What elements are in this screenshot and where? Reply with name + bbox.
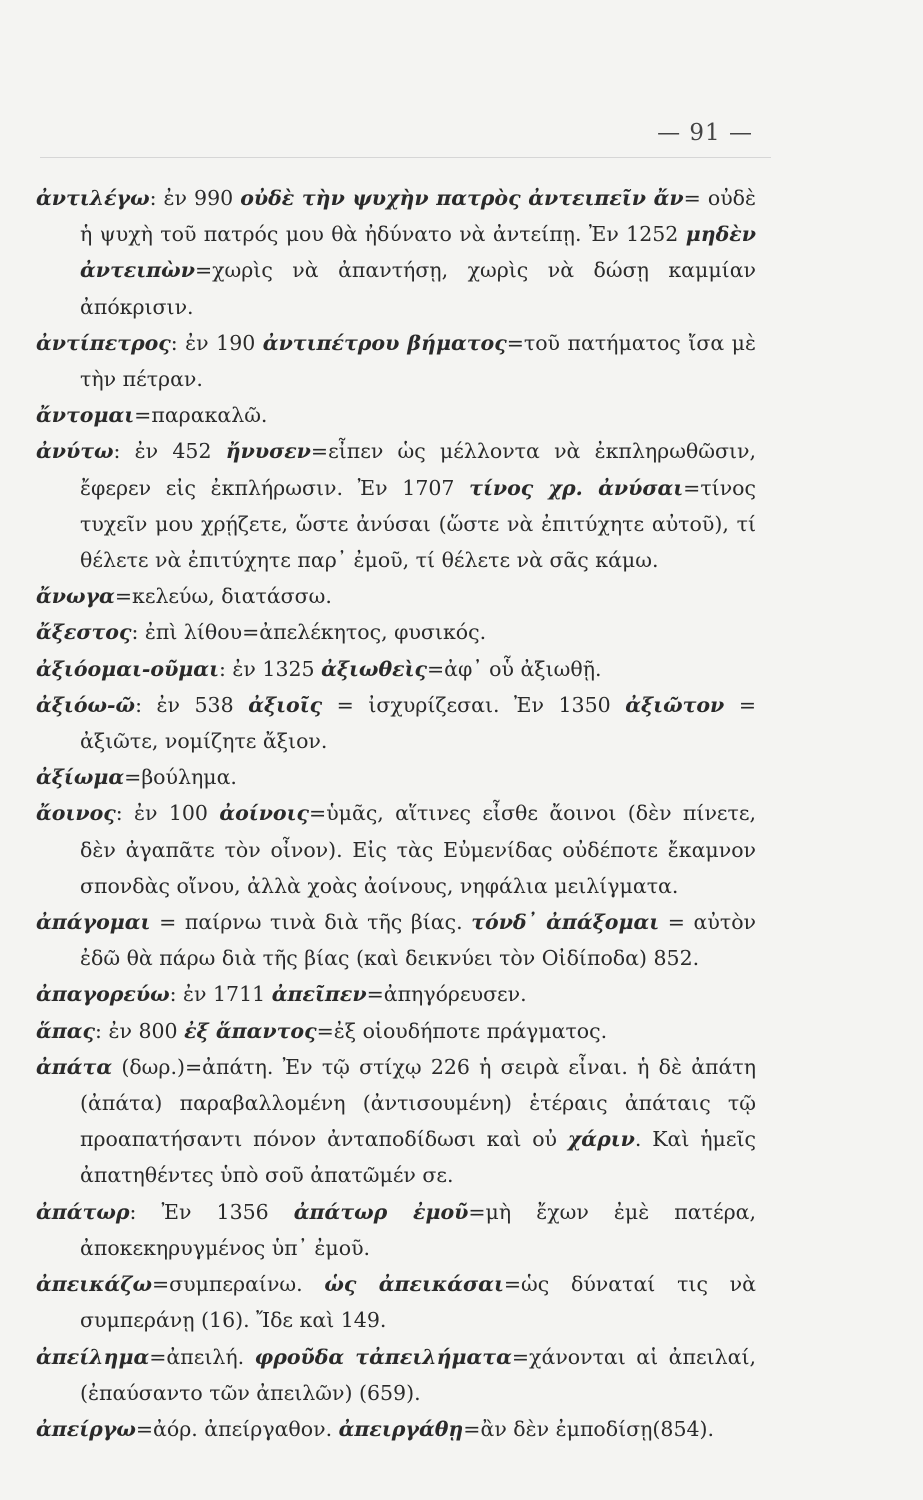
entry-text: =χάνονται αἱ ἀπειλαί, (ἐπαύσαντο τῶν ἀπειλῶν) (659). — [80, 1344, 756, 1405]
entry-text: = παίρνω τινὰ διὰ τῆς βίας. — [150, 910, 472, 935]
phrase: χάριν — [567, 1127, 635, 1152]
headword: ἀξιόομαι-οῦμαι — [36, 656, 219, 681]
entry-text: =ἀπειλή. — [149, 1344, 255, 1369]
headword: ἀπείλημα — [36, 1344, 150, 1369]
entry-text: : ἐν 990 — [149, 186, 241, 210]
headword: ἀπεικάζω — [36, 1272, 152, 1297]
headword: ἅπας — [36, 1018, 96, 1043]
entry-text: = ἀξιῶτε, νομίζητε ἄξιον. — [80, 692, 756, 754]
header-rule — [40, 157, 771, 158]
entry-anyto — [36, 433, 756, 578]
headword: ἄξεστος — [36, 620, 132, 645]
headword: ἄνωγα — [36, 584, 115, 609]
entry-text: : ἐν 1711 — [169, 982, 272, 1007]
headword: ἄντομαι — [36, 403, 135, 428]
entry-text: =ἐξ οἱουδήποτε πράγματος. — [316, 1018, 608, 1043]
entry-text: =τοῦ πατήματος ἴσα μὲ τὴν πέτραν. — [80, 330, 757, 392]
headword: ἀπαγορεύω — [36, 982, 170, 1007]
entry-text: : ἐν 190 — [170, 330, 263, 355]
entry-apator — [36, 1194, 756, 1266]
entry-axioomai — [36, 651, 756, 687]
phrase: τόνδ᾿ ἀπάξομαι — [471, 910, 660, 935]
entry-antilego — [36, 180, 756, 325]
entry-text: =εἶπεν ὡς μέλλοντα νὰ ἐκπληρωθῶσιν, ἔφερεν εἰς ἐκπλήρωσιν. Ἐν 1707 — [80, 439, 757, 500]
entry-apeikazo — [36, 1266, 756, 1338]
entry-text: =χωρὶς νὰ ἀπαντήσῃ, χωρὶς νὰ δώσῃ καμμίαν ἀπόκρισιν. — [80, 258, 756, 319]
phrase: ἀπεῖπεν — [271, 982, 367, 1007]
entry-text: =ἀπηγόρευσεν. — [366, 982, 527, 1007]
entry-text: =ὡς δύναταί τις νὰ συμπεράνῃ (16). Ἴδε καὶ 149. — [80, 1272, 756, 1333]
page-number: — 91 — — [657, 120, 753, 146]
entry-text: (δωρ.)=ἀπάτη. Ἐν τῷ στίχῳ 226 ἡ σειρὰ εἶναι. ἡ δὲ ἀπάτη (ἀπάτα) παραβαλλομένη (ἀντισουμένη) ἑτέραις ἀπάταις τῷ προαπατήσαντι πόνον ἀνταποδίδωσι καὶ οὐ — [80, 1054, 756, 1152]
entry-text: : ἐν 800 — [95, 1018, 185, 1043]
phrase: ἀοίνοις — [219, 801, 310, 826]
entry-text: =ἀόρ. ἀπείργαθον. — [135, 1416, 339, 1441]
phrase: ἀξιωθεὶς — [321, 656, 427, 681]
phrase: οὐδὲ τὴν ψυχὴν πατρὸς ἀντειπεῖν ἄν — [240, 186, 684, 210]
entry-text: : Ἐν 1356 — [129, 1199, 294, 1224]
entry-text: : ἐν 452 — [113, 439, 226, 464]
entry-text: : ἐν 100 — [115, 801, 220, 826]
phrase: ἐξ ἅπαντος — [184, 1018, 317, 1043]
entry-apeirgo — [36, 1411, 756, 1447]
headword: ἀντίπετρος — [36, 330, 171, 355]
entry-apata — [36, 1049, 756, 1194]
entry-text: = οὐδὲ ἡ ψυχὴ τοῦ πατρός μου θὰ ἠδύνατο νὰ ἀντείπῃ. Ἐν 1252 — [80, 186, 757, 247]
phrase: ἀξιῶτον — [625, 692, 725, 717]
entry-text: =συμπεραίνω. — [151, 1272, 325, 1297]
entry-apagoreuo — [36, 976, 756, 1012]
entry-text: : ἐπὶ λίθου=ἀπελέκητος, φυσικός. — [131, 620, 487, 645]
entry-apeilema — [36, 1339, 756, 1411]
headword: ἀνύτω — [36, 439, 114, 464]
entry-apagomai — [36, 904, 756, 976]
entry-text: =κελεύω, διατάσσω. — [114, 584, 332, 609]
glossary-entries — [36, 180, 756, 1447]
entry-text: =μὴ ἔχων ἐμὲ πατέρα, ἀποκεκηρυγμένος ὑπ᾿ ἐμοῦ. — [80, 1199, 756, 1260]
phrase: μηδὲν ἀντειπὼν — [80, 222, 756, 283]
entry-antomai — [36, 397, 756, 433]
phrase: ἀπάτωρ ἐμοῦ — [293, 1199, 469, 1224]
entry-axioma — [36, 759, 756, 795]
entry-text: : ἐν 538 — [135, 692, 249, 717]
entry-aoinos — [36, 795, 756, 904]
headword: ἀπάγομαι — [36, 910, 151, 935]
entry-antipetros — [36, 325, 756, 397]
entry-hapas — [36, 1013, 756, 1049]
headword: ἀπάτωρ — [36, 1199, 130, 1224]
entry-text: =ἂν δὲν ἐμποδίσῃ(854). — [463, 1416, 715, 1441]
entry-text: =τίνος τυχεῖν μου χρῄζετε, ὥστε ἀνύσαι (ὥστε νὰ ἐπιτύχητε αὐτοῦ), τί θέλετε νὰ ἐπιτύχητε παρ᾿ ἐμοῦ, τί θέλετε νὰ σᾶς κάμω. — [80, 475, 756, 573]
entry-anoga — [36, 578, 756, 614]
phrase: τίνος χρ. ἀνύσαι — [469, 475, 684, 500]
phrase: ἤνυσεν — [225, 439, 311, 464]
phrase: ἀντιπέτρου βήματος — [262, 330, 507, 355]
phrase: ἀπειργάθῃ — [338, 1416, 464, 1441]
entry-text: =ὑμᾶς, αἵτινες εἶσθε ἄοινοι (δὲν πίνετε, δὲν ἀγαπᾶτε τὸν οἶνον). Εἰς τὰς Εὐμενίδας οὐδέποτε ἔκαμνον σπονδὰς οἴνου, ἀλλὰ χοὰς ἀοίνους, νηφάλια μειλίγματα. — [80, 801, 757, 898]
phrase: ὡς ἀπεικάσαι — [324, 1272, 504, 1297]
entry-text: =παρακαλῶ. — [134, 403, 268, 428]
entry-text: =ἀφ᾿ οὗ ἀξιωθῇ. — [427, 656, 602, 681]
entry-axioo — [36, 687, 756, 759]
headword: ἀντιλέγω — [36, 186, 150, 210]
phrase: φροῦδα τἀπειλήματα — [254, 1344, 512, 1369]
phrase: ἀξιοῖς — [248, 692, 323, 717]
entry-text: . Καὶ ἡμεῖς ἀπατηθέντες ὑπὸ σοῦ ἀπατῶμέν σε. — [80, 1127, 756, 1188]
entry-text: = αὐτὸν ἐδῶ θὰ πάρω διὰ τῆς βίας (καὶ δεικνύει τὸν Οἰδίποδα) 852. — [80, 910, 756, 971]
entry-text: = ἰσχυρίζεσαι. Ἐν 1350 — [322, 692, 626, 717]
headword: ἀπάτα — [36, 1054, 113, 1079]
headword: ἀξίωμα — [36, 765, 125, 790]
entry-text: : ἐν 1325 — [219, 656, 322, 681]
entry-axestos — [36, 614, 756, 650]
headword: ἀπείργω — [36, 1416, 136, 1441]
headword: ἄοινος — [36, 801, 116, 826]
headword: ἀξιόω-ῶ — [36, 692, 136, 717]
entry-text: =βούλημα. — [124, 765, 237, 790]
